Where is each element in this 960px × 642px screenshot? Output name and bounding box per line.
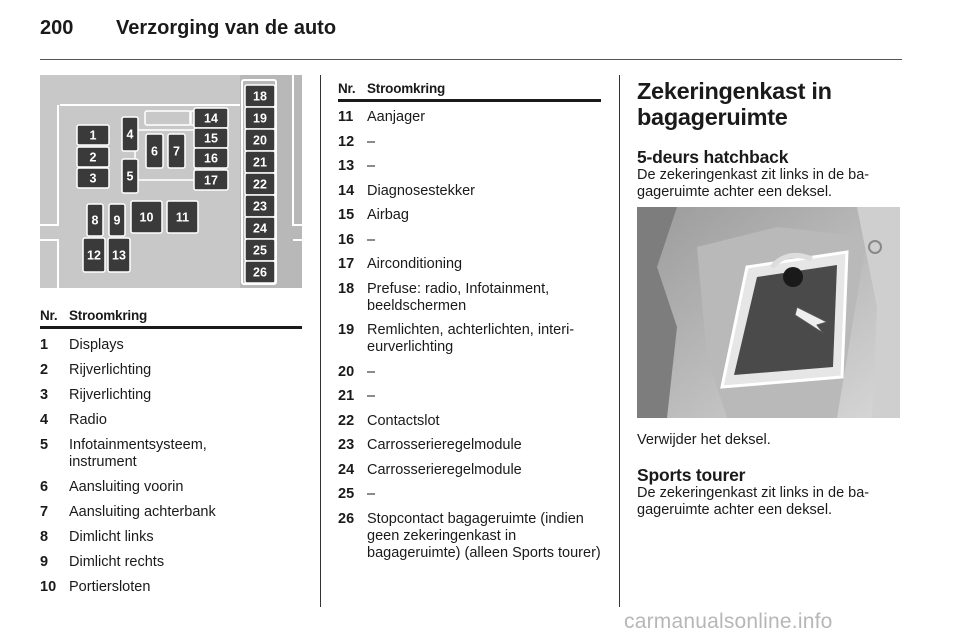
row-text: Infotainmentsysteem, instrument bbox=[69, 437, 207, 470]
fuse-label: 21 bbox=[253, 155, 267, 170]
fuse-12 bbox=[83, 238, 105, 272]
fuse-table-left bbox=[40, 308, 302, 596]
photo-caption-block bbox=[637, 432, 902, 519]
row-text: Contactslot bbox=[367, 412, 440, 429]
table-row bbox=[338, 183, 601, 200]
watermark: carmanualsonline.info bbox=[624, 610, 833, 633]
table-row bbox=[338, 437, 601, 454]
table-row bbox=[338, 109, 601, 126]
fuse-3 bbox=[77, 168, 109, 188]
header-nr: Nr. bbox=[40, 308, 58, 323]
fuse-11 bbox=[167, 201, 198, 233]
table-row bbox=[338, 134, 601, 151]
sports-tourer-text: De zekeringenkast zit links in de ba- gageruimte achter een deksel. bbox=[637, 485, 870, 518]
row-number: 4 bbox=[40, 412, 49, 428]
row-number: 2 bbox=[40, 362, 49, 378]
fuse-15 bbox=[194, 128, 228, 148]
fuse-19 bbox=[245, 107, 275, 129]
fuse-6 bbox=[146, 134, 163, 168]
table-row bbox=[40, 554, 302, 571]
row-number: 13 bbox=[338, 158, 355, 174]
fuse-label: 18 bbox=[253, 89, 267, 104]
fuse-label: 11 bbox=[175, 210, 190, 225]
row-text: Diagnosestekker bbox=[367, 182, 475, 199]
table-header bbox=[338, 81, 601, 102]
fuse-table-right bbox=[338, 81, 601, 562]
row-number: 18 bbox=[338, 280, 355, 297]
row-text: Prefuse: radio, Infotainment, beeldschermen bbox=[367, 280, 550, 314]
fuse-label: 14 bbox=[204, 111, 218, 126]
section-title: Zekeringenkast in bagageruimte bbox=[637, 78, 832, 130]
fuse-1 bbox=[77, 125, 109, 145]
fuse-24 bbox=[245, 217, 275, 239]
row-number: 3 bbox=[40, 387, 49, 403]
fuse-5 bbox=[122, 159, 138, 193]
fuse-label: 12 bbox=[87, 248, 101, 263]
fuse-label: 17 bbox=[204, 173, 218, 188]
table-row bbox=[40, 504, 302, 521]
fuse-label: 24 bbox=[253, 221, 267, 236]
row-text: Airbag bbox=[367, 207, 409, 223]
fuse-9 bbox=[109, 204, 125, 236]
fuse-2 bbox=[77, 147, 109, 167]
fuse-23 bbox=[245, 195, 275, 217]
page-title: Verzorging van de auto bbox=[116, 17, 337, 39]
table-row bbox=[40, 412, 302, 429]
fuse-18 bbox=[245, 85, 275, 107]
trunk-photo bbox=[637, 207, 900, 418]
row-text: Rijverlichting bbox=[69, 362, 152, 378]
fuse-label: 9 bbox=[113, 213, 121, 228]
table-row bbox=[338, 388, 601, 405]
row-text: – bbox=[367, 133, 376, 150]
row-number: 8 bbox=[40, 529, 49, 545]
hatchback-text: De zekeringenkast zit links in de ba- gageruimte achter een deksel. bbox=[637, 167, 870, 200]
table-row bbox=[40, 529, 302, 546]
fuse-label: 7 bbox=[173, 144, 180, 159]
row-number: 24 bbox=[338, 461, 355, 478]
fuse-17 bbox=[194, 170, 228, 190]
table-row bbox=[40, 362, 302, 379]
row-text: Dimlicht links bbox=[69, 529, 154, 545]
table-row bbox=[338, 413, 601, 430]
row-number: 20 bbox=[338, 363, 355, 380]
row-text: Airconditioning bbox=[367, 256, 463, 272]
row-number: 1 bbox=[40, 337, 49, 353]
column-divider-2 bbox=[619, 75, 620, 607]
table-row bbox=[338, 207, 601, 224]
row-text: – bbox=[367, 158, 376, 174]
row-text: Remlichten, achterlichten, interi- eurverlichting bbox=[367, 322, 575, 355]
row-number: 19 bbox=[338, 322, 355, 338]
row-text: Aansluiting voorin bbox=[69, 479, 184, 495]
fuse-13 bbox=[108, 238, 130, 272]
row-text: Displays bbox=[69, 337, 124, 353]
row-number: 23 bbox=[338, 437, 355, 453]
fuse-7 bbox=[168, 134, 185, 168]
table-row bbox=[338, 486, 601, 503]
fuse-label: 19 bbox=[253, 111, 267, 126]
fuse-label: 15 bbox=[204, 131, 218, 146]
table-row bbox=[40, 337, 302, 354]
row-text: Carrosserieregelmodule bbox=[367, 461, 522, 478]
trunk-fusebox-section bbox=[637, 78, 902, 201]
row-text: – bbox=[367, 231, 376, 248]
header-circuit: Stroomkring bbox=[367, 81, 446, 96]
row-number: 15 bbox=[338, 207, 355, 223]
fuse-label: 10 bbox=[139, 210, 154, 225]
row-text: Stopcontact bagageruimte (indien geen zekeringenkast in bagageruimte) (alleen Sports tourer) bbox=[367, 510, 601, 561]
photo-knob bbox=[783, 267, 803, 287]
table-row bbox=[338, 232, 601, 249]
row-number: 9 bbox=[40, 554, 49, 570]
fuse-20 bbox=[245, 129, 275, 151]
row-number: 26 bbox=[338, 510, 355, 527]
fuse-label: 20 bbox=[253, 133, 267, 148]
fuse-label: 13 bbox=[112, 248, 126, 263]
table-row bbox=[40, 437, 302, 471]
fuse-25 bbox=[245, 239, 275, 261]
row-number: 17 bbox=[338, 256, 355, 272]
table-rows bbox=[40, 337, 302, 596]
subsection-title-sports-tourer: Sports tourer bbox=[637, 465, 746, 485]
table-rows bbox=[338, 109, 601, 562]
fusebox-diagram bbox=[40, 75, 302, 288]
row-number: 5 bbox=[40, 437, 49, 453]
fuse-label: 5 bbox=[126, 169, 134, 184]
row-number: 6 bbox=[40, 479, 49, 495]
row-number: 7 bbox=[40, 504, 49, 520]
row-number: 10 bbox=[40, 579, 57, 595]
page-number: 200 bbox=[40, 17, 74, 39]
table-header bbox=[40, 308, 302, 329]
fuse-label: 16 bbox=[204, 151, 218, 166]
fuse-label: 8 bbox=[91, 213, 99, 228]
fuse-label: 1 bbox=[89, 128, 97, 143]
fuse-label: 3 bbox=[89, 171, 97, 186]
row-text: Dimlicht rechts bbox=[69, 554, 165, 570]
table-row bbox=[40, 479, 302, 496]
row-number: 11 bbox=[338, 109, 354, 125]
row-text: Radio bbox=[69, 412, 107, 428]
fuse-label: 2 bbox=[89, 150, 97, 165]
row-number: 12 bbox=[338, 133, 355, 150]
row-text: Aansluiting achterbank bbox=[69, 504, 216, 520]
row-text: – bbox=[367, 363, 376, 380]
fuse-label: 26 bbox=[253, 265, 267, 280]
row-text: – bbox=[367, 486, 376, 502]
fuse-16 bbox=[194, 148, 228, 168]
table-row bbox=[338, 322, 601, 356]
row-text: Portiersloten bbox=[69, 579, 151, 595]
fuse-10 bbox=[131, 201, 162, 233]
fuse-26 bbox=[245, 261, 275, 283]
photo-caption: Verwijder het deksel. bbox=[637, 432, 771, 448]
row-text: Rijverlichting bbox=[69, 387, 152, 403]
row-text: Aanjager bbox=[367, 109, 426, 125]
row-number: 21 bbox=[338, 388, 355, 404]
column-divider-1 bbox=[320, 75, 321, 607]
fuse-14 bbox=[194, 108, 228, 128]
header-rule bbox=[40, 59, 902, 60]
table-row bbox=[338, 364, 601, 381]
table-row bbox=[338, 281, 601, 315]
table-row bbox=[338, 256, 601, 273]
row-number: 16 bbox=[338, 231, 355, 248]
fuse-4 bbox=[122, 117, 138, 151]
page-header bbox=[40, 17, 902, 57]
table-row bbox=[338, 158, 601, 175]
fuse-label: 25 bbox=[253, 243, 267, 258]
fuse-label: 22 bbox=[253, 177, 267, 192]
row-number: 22 bbox=[338, 412, 355, 429]
row-text: Carrosserieregelmodule bbox=[367, 437, 522, 453]
subsection-title-hatchback: 5-deurs hatchback bbox=[637, 147, 789, 167]
table-row bbox=[40, 579, 302, 596]
fuse-22 bbox=[245, 173, 275, 195]
table-row bbox=[338, 462, 601, 479]
fuse-8 bbox=[87, 204, 103, 236]
fuse-21 bbox=[245, 151, 275, 173]
row-number: 25 bbox=[338, 486, 355, 502]
table-row bbox=[40, 387, 302, 404]
fuse-label: 4 bbox=[126, 127, 134, 142]
fuse-label: 23 bbox=[253, 199, 267, 214]
row-text: – bbox=[367, 388, 376, 404]
fuse-label: 6 bbox=[151, 144, 158, 159]
header-circuit: Stroomkring bbox=[69, 308, 148, 323]
row-number: 14 bbox=[338, 182, 355, 199]
table-row bbox=[338, 511, 601, 562]
header-nr: Nr. bbox=[338, 81, 356, 96]
